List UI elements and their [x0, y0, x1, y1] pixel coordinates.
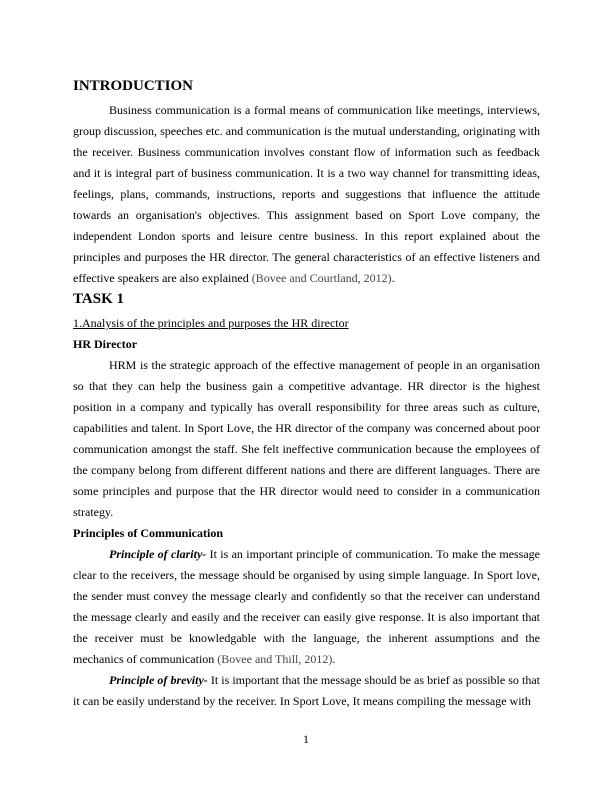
intro-paragraph	[73, 100, 540, 289]
clarity-end: .	[332, 652, 336, 666]
clarity-text: It is an important principle of communication. To make the message clear to the receivers, the message should be organised by using simple language. In Sport love, the sender must convey the message clearly and confidently so that the receiver can understand the message clearly and easily and the receiver can easily give response. It is also important that the receiver must be knowledgable with the language, the inherent assumptions and the mechanics of communication	[73, 547, 541, 666]
page-content	[73, 76, 540, 712]
clarity-paragraph	[73, 544, 540, 670]
intro-end: .	[391, 271, 395, 285]
task1-heading: TASK 1	[73, 291, 124, 307]
task1-subheading: 1.Analysis of the principles and purposes the HR director	[73, 316, 349, 330]
brevity-paragraph	[73, 670, 540, 712]
principles-heading: Principles of Communication	[73, 526, 223, 540]
hr-director-heading: HR Director	[73, 337, 138, 351]
intro-text: Business communication is a formal means of communication like meetings, interviews, group discussion, speeches etc. and communication is the mutual understanding, originating with the receiver. Business communication involves constant flow of information such as feedback and it is integral part of business communication. It is a two way channel for transmitting ideas, feelings, plans, commands, instructions, reports and suggestions that influence the attitude towards an organisation's objectives. This assignment based on Sport Love company, the independent London sports and leisure centre business. In this report explained about the principles and purposes the HR director. The general characteristics of an effective listeners and effective speakers are also explained	[73, 103, 540, 285]
brevity-text: It is important that the message should be as brief as possible so that it can be easily understand by the receiver. In Sport Love, It means compiling the message with	[73, 673, 540, 708]
hr-director-paragraph: HRM is the strategic approach of the effective management of people in an organisation so that they can help the business gain a competitive advantage. HR director is the highest position in a company and typically has overall responsibility for three areas such as culture, capabilities and talent. In Sport Love, the HR director of the company was concerned about poor communication amongst the staff. She felt ineffective communication because the employees of the company belong from different different nations and there are different languages. There are some principles and purpose that the HR director would need to consider in a communication strategy.	[73, 358, 540, 519]
intro-citation: (Bovee and Courtland, 2012)	[251, 271, 392, 285]
clarity-label: Principle of clarity-	[109, 547, 207, 561]
intro-heading: INTRODUCTION	[73, 78, 194, 94]
clarity-citation: (Bovee and Thill, 2012)	[217, 652, 333, 666]
page-number: 1	[303, 732, 309, 746]
brevity-label: Principle of brevity-	[109, 673, 208, 687]
